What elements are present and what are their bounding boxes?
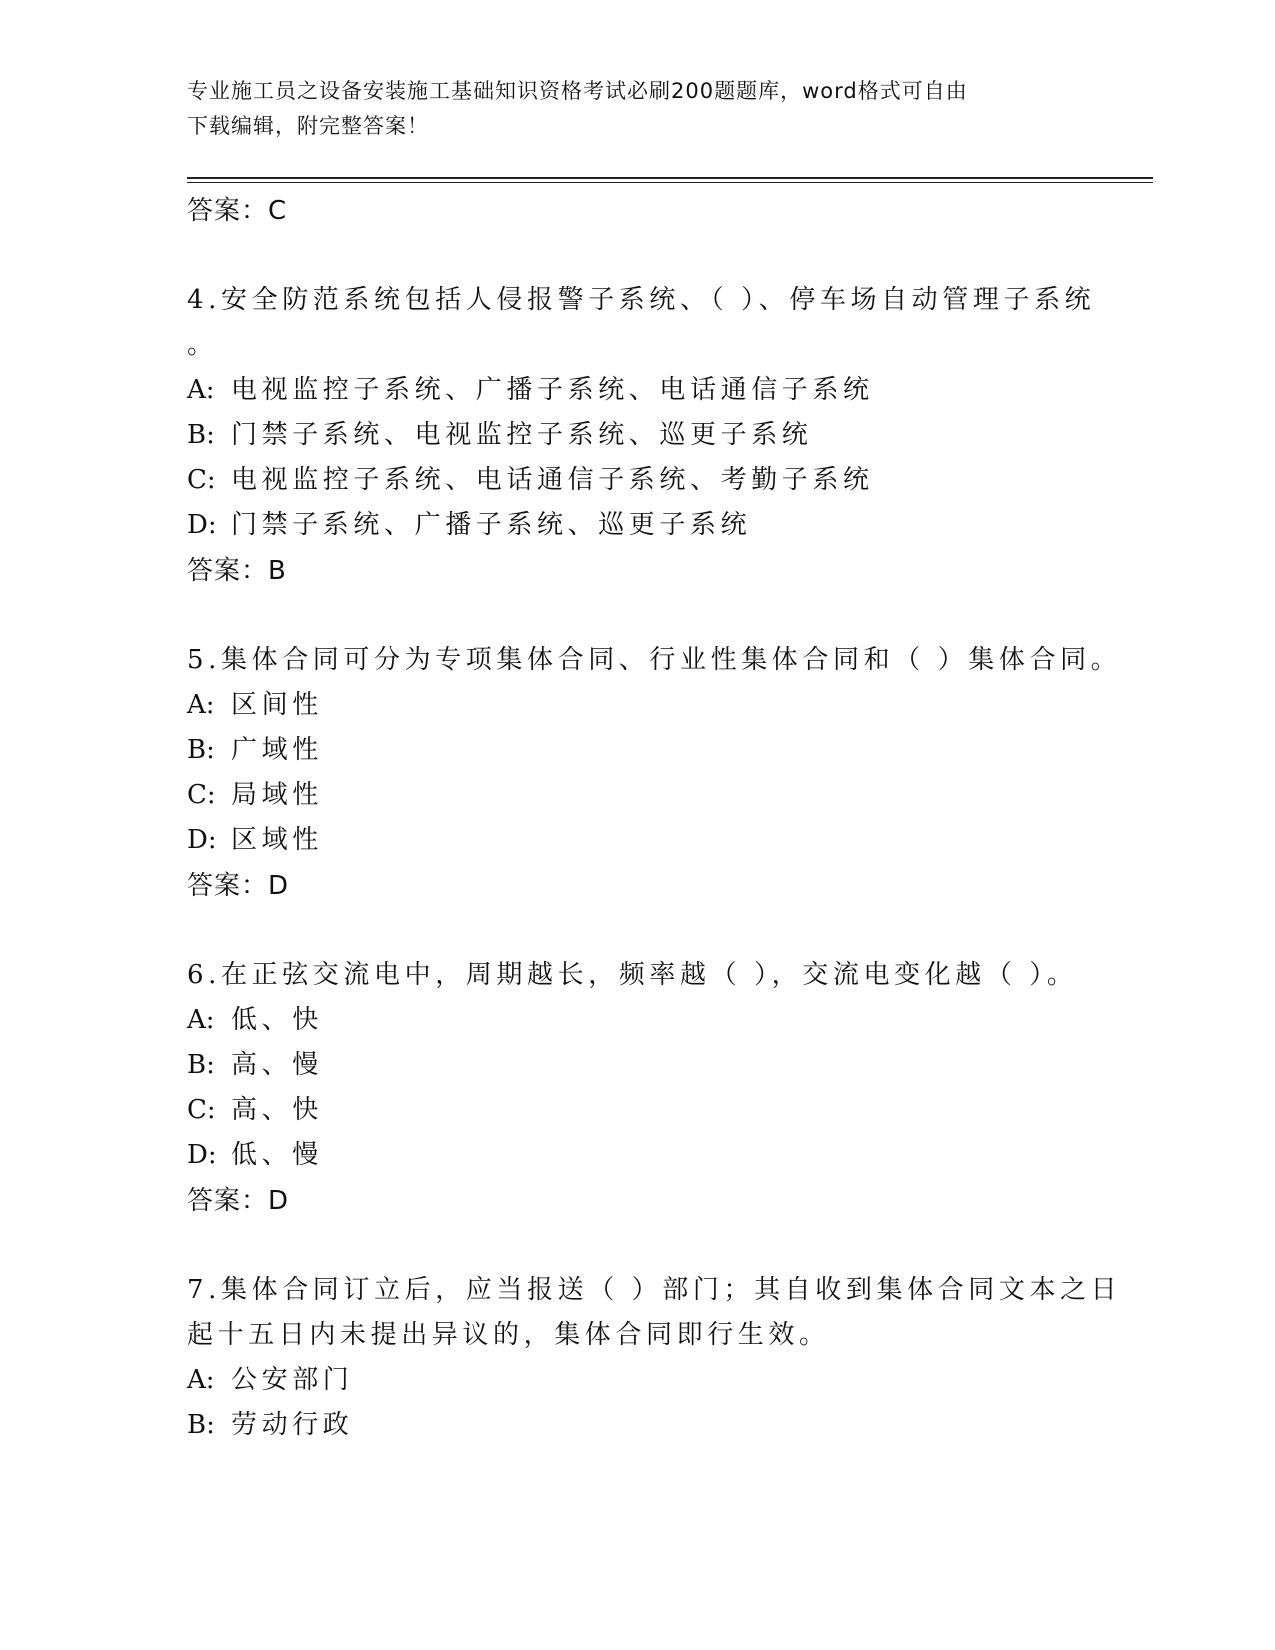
option-text: 低、慢: [231, 1140, 323, 1170]
option-letter: D:: [187, 825, 217, 855]
option-letter: B:: [187, 1410, 215, 1440]
previous-answer: [187, 188, 1153, 234]
option-letter: D:: [187, 510, 217, 540]
question-6: [187, 953, 1153, 1224]
option-text: 门禁子系统、广播子系统、巡更子系统: [231, 510, 752, 540]
question-stem: 5.集体合同可分为专项集体合同、行业性集体合同和（ ）集体合同。: [187, 645, 1122, 675]
option-text: 门禁子系统、电视监控子系统、巡更子系统: [231, 420, 813, 450]
question-7: [187, 1268, 1153, 1448]
option-letter: D:: [187, 1140, 217, 1170]
option-a: [187, 998, 1153, 1043]
answer-label: 答案：: [187, 1186, 269, 1216]
option-letter: C:: [187, 465, 216, 495]
header-line-2: 下载编辑，附完整答案！: [187, 114, 429, 138]
option-letter: C:: [187, 1095, 216, 1125]
answer: [187, 863, 1153, 909]
answer-value: D: [268, 1186, 290, 1216]
question-stem: 4.安全防范系统包括人侵报警子系统、（ ）、停车场自动管理子系统 。: [187, 285, 1096, 360]
answer-value: C: [268, 196, 288, 226]
option-d: [187, 1133, 1153, 1178]
option-text: 高、快: [231, 1095, 323, 1125]
question-5: [187, 638, 1153, 909]
answer-label: 答案：: [187, 196, 269, 226]
option-c: [187, 773, 1153, 818]
option-text: 劳动行政: [231, 1410, 354, 1440]
header-line-1: 专业施工员之设备安装施工基础知识资格考试必刷200题题库，word格式可自由: [187, 79, 968, 103]
option-letter: A:: [187, 690, 215, 720]
option-b: [187, 1403, 1153, 1448]
option-letter: B:: [187, 735, 215, 765]
option-text: 高、慢: [231, 1050, 323, 1080]
option-a: [187, 683, 1153, 728]
document-header: [187, 74, 1087, 144]
option-text: 区域性: [231, 825, 323, 855]
option-text: 广域性: [231, 735, 323, 765]
option-b: [187, 1043, 1153, 1088]
header-divider-thick: [187, 177, 1153, 179]
question-4: [187, 278, 1153, 594]
option-letter: C:: [187, 780, 216, 810]
header-divider-thin: [187, 182, 1153, 183]
question-stem: 6.在正弦交流电中，周期越长，频率越（ ），交流电变化越（ ）。: [187, 960, 1078, 990]
answer-label: 答案：: [187, 871, 269, 901]
option-text: 电视监控子系统、电话通信子系统、考勤子系统: [231, 465, 874, 495]
option-text: 低、快: [231, 1005, 323, 1035]
option-text: 区间性: [231, 690, 323, 720]
option-d: [187, 818, 1153, 863]
question-stem: 7.集体合同订立后，应当报送（ ）部门；其自收到集体合同文本之日 起十五日内未提出异议的，集体合同即行生效。: [187, 1275, 1122, 1350]
option-a: [187, 1358, 1153, 1403]
option-b: [187, 413, 1153, 458]
answer-value: B: [268, 556, 287, 586]
answer: [187, 1178, 1153, 1224]
option-c: [187, 1088, 1153, 1133]
option-letter: A:: [187, 1005, 215, 1035]
answer: [187, 548, 1153, 594]
option-text: 电视监控子系统、广播子系统、电话通信子系统: [231, 375, 874, 405]
question-content: [187, 188, 1153, 1448]
option-text: 局域性: [231, 780, 323, 810]
option-letter: A:: [187, 1365, 215, 1395]
option-text: 公安部门: [231, 1365, 354, 1395]
option-b: [187, 728, 1153, 773]
option-c: [187, 458, 1153, 503]
option-letter: A:: [187, 375, 215, 405]
option-letter: B:: [187, 420, 215, 450]
option-d: [187, 503, 1153, 548]
option-a: [187, 368, 1153, 413]
answer-label: 答案：: [187, 556, 269, 586]
option-letter: B:: [187, 1050, 215, 1080]
answer-value: D: [268, 871, 290, 901]
